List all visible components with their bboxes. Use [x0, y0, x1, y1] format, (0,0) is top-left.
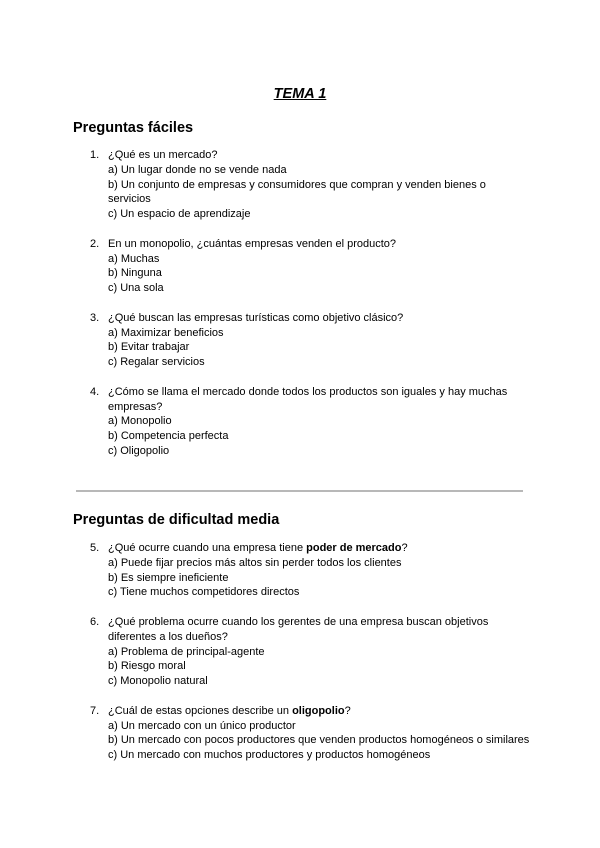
question-text-bold: oligopolio	[292, 704, 345, 717]
answer-option: a) Muchas	[108, 252, 160, 265]
question-text-end: ?	[344, 704, 351, 717]
question-number: 1.	[90, 149, 100, 161]
answer-option: b) Evitar trabajar	[108, 341, 190, 354]
question-text: ¿Qué problema ocurre cuando los gerentes de una empresa buscan objetivos diferentes a los dueños?	[108, 615, 489, 643]
question-number: 5.	[90, 542, 100, 554]
answer-option: c) Regalar servicios	[108, 356, 205, 369]
document-title: TEMA 1	[273, 86, 327, 102]
answer-option: a) Un lugar donde no se vende nada	[108, 163, 287, 176]
answer-option: a) Puede fijar precios más altos sin perder todos los clientes	[108, 556, 402, 569]
question-text-start: ¿Qué ocurre cuando una empresa tiene	[108, 542, 307, 554]
answer-option: a) Maximizar beneficios	[108, 326, 224, 339]
question-item	[90, 615, 530, 689]
question-text-bold: poder de mercado	[306, 542, 402, 554]
question-text-start: ¿Cuál de estas opciones describe un	[108, 704, 293, 717]
question-number: 4.	[90, 385, 100, 398]
answer-option: b) Ninguna	[108, 267, 162, 280]
answer-option: c) Un mercado con muchos productores y productos homogéneos	[108, 749, 431, 762]
question-number: 6.	[90, 615, 100, 628]
question-text	[108, 704, 530, 719]
answer-option: a) Un mercado con un único productor	[108, 719, 296, 732]
answer-option: c) Tiene muchos competidores directos	[108, 586, 300, 599]
answer-option: b) Un conjunto de empresas y consumidores que compran y venden bienes o servicios	[108, 178, 486, 206]
question-item	[90, 237, 530, 296]
question-item	[90, 148, 530, 222]
answer-option: b) Riesgo moral	[108, 660, 186, 673]
question-text: En un monopolio, ¿cuántas empresas venden el producto?	[108, 237, 397, 250]
question-number: 2.	[90, 237, 100, 250]
section-divider	[76, 490, 523, 492]
question-text	[108, 541, 530, 556]
answer-option: b) Competencia perfecta	[108, 430, 229, 443]
answer-option: b) Es siempre ineficiente	[108, 571, 229, 584]
question-text: ¿Cómo se llama el mercado donde todos los productos son iguales y hay muchas empresas?	[108, 385, 508, 413]
question-number: 3.	[90, 311, 100, 324]
question-item	[90, 541, 530, 600]
question-item	[90, 704, 530, 763]
answer-option: c) Una sola	[108, 282, 164, 295]
question-list-medium	[90, 541, 530, 763]
question-list-easy	[90, 148, 530, 459]
question-text: ¿Qué buscan las empresas turísticas como objetivo clásico?	[108, 311, 404, 324]
question-text-end: ?	[401, 542, 408, 554]
answer-option: a) Monopolio	[108, 415, 172, 428]
answer-option: c) Monopolio natural	[108, 675, 208, 688]
question-text: ¿Qué es un mercado?	[108, 149, 218, 161]
answer-option: c) Oligopolio	[108, 444, 170, 457]
question-number: 7.	[90, 704, 100, 717]
answer-option: b) Un mercado con pocos productores que venden productos homogéneos o similares	[108, 734, 530, 747]
section-heading-medium: Preguntas de dificultad media	[73, 512, 280, 528]
answer-option: a) Problema de principal-agente	[108, 645, 265, 658]
answer-option: c) Un espacio de aprendizaje	[108, 208, 251, 221]
question-item	[90, 311, 530, 370]
question-item	[90, 385, 530, 459]
section-heading-easy: Preguntas fáciles	[73, 120, 194, 136]
